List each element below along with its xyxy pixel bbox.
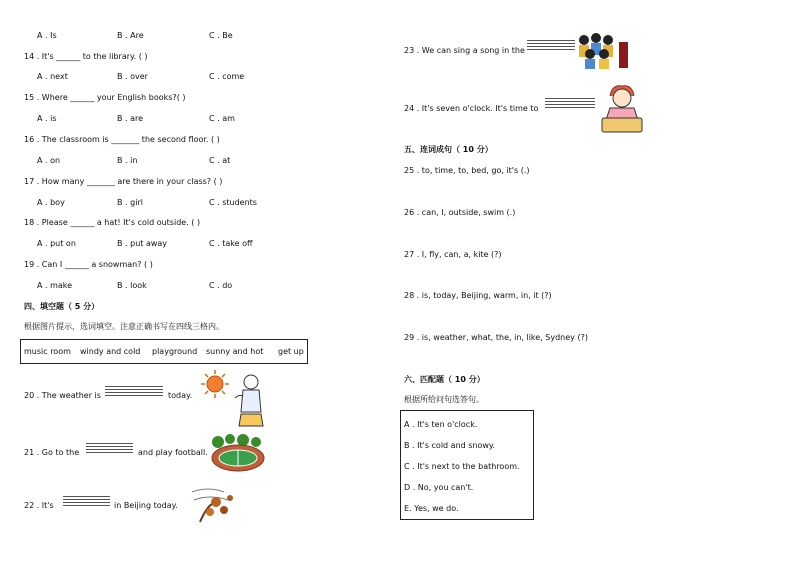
section-6-title: 六、匹配题（ 10 分） [404, 375, 485, 384]
section-4-instructions: 根据图片提示，选词填空。注意正确书写在四线三格内。 [24, 322, 224, 331]
four-line-blank[interactable] [527, 40, 575, 52]
question-21-prefix: 21 . Go to the [24, 448, 80, 457]
q18-option-c: C . take off [209, 239, 253, 248]
question-17: 17 . How many _______ are there in your class? ( ) [24, 177, 223, 186]
four-line-blank[interactable] [86, 443, 133, 455]
sunny-hot-picture [195, 368, 270, 428]
answer-choice: E. Yes, we do. [404, 504, 459, 513]
windy-cold-picture [190, 482, 236, 524]
question-16: 16 . The classroom is _______ the second floor. ( ) [24, 135, 220, 144]
question-19: 19 . Can I ______ a snowman? ( ) [24, 260, 153, 269]
answer-choices-box [400, 410, 534, 520]
four-line-blank[interactable] [545, 98, 595, 110]
q17-option-c: C . students [209, 198, 257, 207]
section-5-title: 五、连词成句（ 10 分） [404, 145, 493, 154]
q16-option-a: A . on [37, 156, 61, 165]
q13-option-b: B . Are [117, 31, 144, 40]
question-25: 25 . to, time, to, bed, go, it's (.) [404, 166, 530, 175]
word-bank-item: music room [24, 347, 71, 356]
question-29: 29 . is, weather, what, the, in, like, Sydney (?) [404, 333, 588, 342]
answer-choice: A . It's ten o'clock. [404, 420, 478, 429]
q15-option-b: B . are [117, 114, 144, 123]
question-14: 14 . It's ______ to the library. ( ) [24, 52, 148, 61]
question-20-suffix: today. [168, 391, 193, 400]
q14-option-c: C . come [209, 72, 245, 81]
q17-option-a: A . boy [37, 198, 65, 207]
music-room-picture [576, 30, 630, 70]
answer-choice: D . No, you can't. [404, 483, 474, 492]
q15-option-c: C . am [209, 114, 235, 123]
section-4-title: 四、填空题（ 5 分） [24, 302, 100, 311]
question-24: 24 . It's seven o'clock. It's time to [404, 104, 539, 113]
q18-option-a: A . put on [37, 239, 76, 248]
question-28: 28 . is, today, Beijing, warm, in, it (?) [404, 291, 552, 300]
q14-option-a: A . next [37, 72, 68, 81]
get-up-picture [600, 80, 644, 134]
q13-option-c: C . Be [209, 31, 233, 40]
q19-option-c: C . do [209, 281, 233, 290]
q15-option-a: A . is [37, 114, 57, 123]
playground-picture [210, 434, 266, 474]
word-bank-item: playground [152, 347, 198, 356]
q18-option-b: B . put away [117, 239, 168, 248]
question-26: 26 . can, I, outside, swim (.) [404, 208, 516, 217]
word-bank-item: windy and cold [80, 347, 141, 356]
q14-option-b: B . over [117, 72, 148, 81]
q17-option-b: B . girl [117, 198, 143, 207]
question-22-suffix: in Beijing today. [114, 501, 178, 510]
word-bank-box [20, 339, 308, 364]
question-21-suffix: and play football. [138, 448, 208, 457]
four-line-blank[interactable] [63, 496, 110, 508]
question-20-prefix: 20 . The weather is [24, 391, 101, 400]
question-22-prefix: 22 . It's [24, 501, 54, 510]
four-line-blank[interactable] [105, 386, 163, 398]
question-23: 23 . We can sing a song in the [404, 46, 525, 55]
q16-option-c: C . at [209, 156, 231, 165]
answer-choice: C . It's next to the bathroom. [404, 462, 520, 471]
question-15: 15 . Where ______ your English books?( ) [24, 93, 186, 102]
q19-option-a: A . make [37, 281, 73, 290]
answer-choice: B . It's cold and snowy. [404, 441, 496, 450]
q13-option-a: A . Is [37, 31, 57, 40]
section-6-instructions: 根据所给问句选答句。 [404, 395, 484, 404]
q19-option-b: B . look [117, 281, 147, 290]
word-bank-item: sunny and hot [206, 347, 264, 356]
question-27: 27 . I, fly, can, a, kite (?) [404, 250, 502, 259]
question-18: 18 . Please ______ a hat! It's cold outside. ( ) [24, 218, 201, 227]
q16-option-b: B . in [117, 156, 138, 165]
word-bank-item: get up [278, 347, 304, 356]
